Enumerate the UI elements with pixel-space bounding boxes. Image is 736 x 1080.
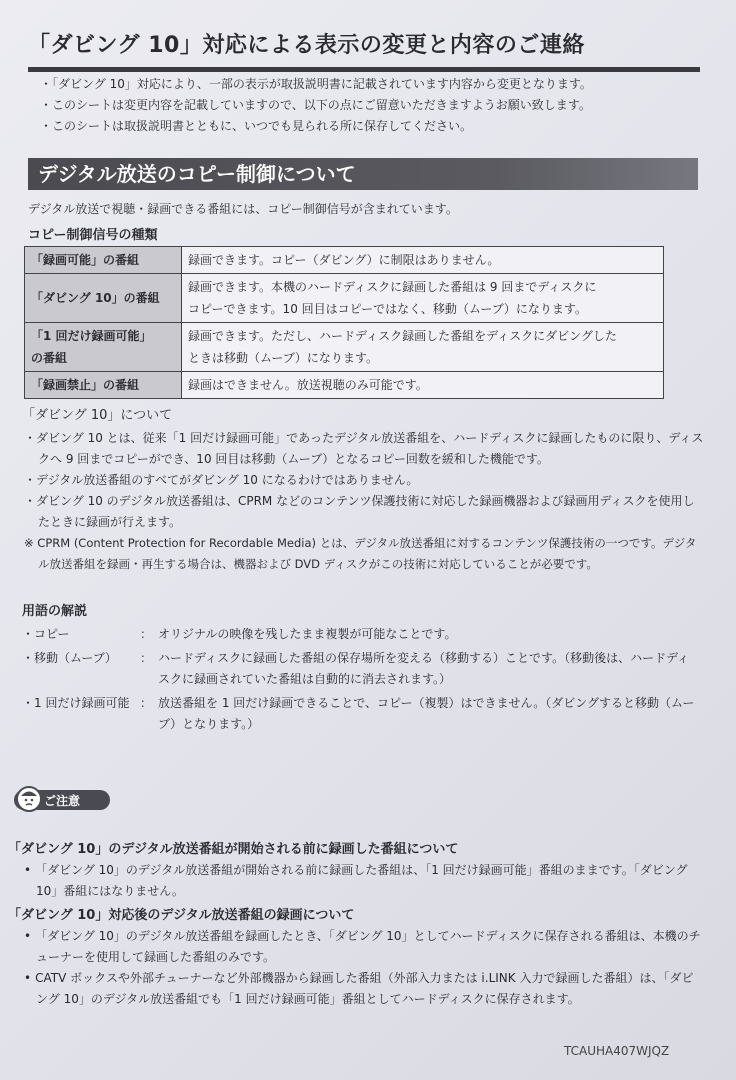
signal-name: 「1 回だけ録画可能」 の番組: [25, 323, 182, 372]
list-item: ・ ダビング 10 とは、従来「1 回だけ録画可能」であったデジタル放送番組を、ハードディスクに録画したものに限り、ディスクへ 9 回までコピーができ、10 回目は移動（ムーブ）となるコピー回数を緩和した機能です。: [24, 428, 704, 470]
signal-desc: 録画できます。コピー（ダビング）に制限はありません。: [182, 247, 664, 274]
signal-name: 「録画可能」の番組: [25, 247, 182, 274]
term-name: ・コピー: [22, 627, 70, 641]
term-row: [22, 693, 698, 735]
list-item: ・ ダビング 10 のデジタル放送番組は、CPRM などのコンテンツ保護技術に対応した録画機器および録画用ディスクを使用したときに録画が行えます。: [24, 491, 704, 533]
intro-item: ・ このシートは変更内容を記載していますので、以下の点にご留意いただきますようお願い致します。: [40, 95, 710, 116]
cprm-note: ※ CPRM (Content Protection for Recordable Media) とは、デジタル放送番組に対するコンテンツ保護技術の一つです。デジタル放送番組を録画・再生する場合は、機器および DVD ディスクがこの技術に対応していることが必要です。: [24, 536, 697, 571]
table-row: [25, 274, 664, 323]
table-row: [25, 323, 664, 372]
list-item: • 「ダビング 10」のデジタル放送番組を録画したとき、「ダビング 10」としてハードディスクに保存される番組は、本機のチューナーを使用して録画した番組のみです。: [24, 926, 704, 968]
table-row: [25, 372, 664, 399]
term-colon: ：: [139, 627, 152, 641]
term-desc: ハードディスクに録画した番組の保存場所を変える（移動する）ことです。（移動後は、ハードディスクに録画されていた番組は自動的に消去されます。）: [158, 651, 690, 686]
intro-item: ・ このシートは取扱説明書とともに、いつでも見られる所に保存してください。: [40, 116, 710, 137]
term-name: ・移動（ムーブ）: [22, 651, 117, 665]
dubbing-list: [24, 428, 704, 533]
caution-face-icon: [16, 786, 42, 812]
list-item: ・ デジタル放送番組のすべてがダビング 10 になるわけではありません。: [24, 470, 704, 491]
terms-heading: 用語の解説: [22, 604, 88, 619]
term-row: [22, 648, 698, 693]
intro-list: [40, 74, 710, 137]
caution-label: ご注意: [44, 793, 81, 808]
term-desc: オリジナルの映像を残したまま複製が可能なことです。: [158, 627, 457, 641]
copy-control-table: [24, 246, 664, 399]
page-title: 「ダビング 10」対応による表示の変更と内容のご連絡: [28, 28, 700, 72]
document-code: TCAUHA407WJQZ: [564, 1044, 670, 1058]
section-intro: デジタル放送で視聴・録画できる番組には、コピー制御信号が含まれています。: [28, 202, 458, 216]
dubbing-heading: 「ダビング 10」について: [22, 408, 173, 423]
signal-name: 「録画禁止」の番組: [25, 372, 182, 399]
caution-badge: [14, 788, 112, 812]
intro-item: ・ 「ダビング 10」対応により、一部の表示が取扱説明書に記載されています内容から変更となります。: [40, 74, 710, 95]
dubbing-section: [24, 428, 704, 575]
signal-desc: 録画できます。ただし、ハードディスク録画した番組をディスクにダビングした ときは移動（ムーブ）になります。: [182, 323, 664, 372]
signal-name: 「ダビング 10」の番組: [25, 274, 182, 323]
caution-list: [24, 860, 704, 902]
caution-list: [24, 926, 704, 1010]
signal-desc: 録画はできません。放送視聴のみ可能です。: [182, 372, 664, 399]
list-item: • 「ダビング 10」のデジタル放送番組が開始される前に録画した番組は、「1 回だけ録画可能」番組のままです。「ダビング 10」番組にはなりません。: [24, 860, 704, 902]
terms-table: [22, 624, 698, 735]
types-heading: コピー制御信号の種類: [28, 228, 158, 243]
table-row: [25, 247, 664, 274]
term-colon: ：: [139, 696, 152, 710]
section-title: デジタル放送のコピー制御について: [28, 158, 698, 190]
term-colon: ：: [139, 651, 152, 665]
term-name: ・1 回だけ録画可能: [22, 696, 130, 710]
caution-heading: 「ダビング 10」のデジタル放送番組が開始される前に録画した番組について: [8, 842, 459, 857]
terms-section: [22, 624, 698, 735]
caution-heading: 「ダビング 10」対応後のデジタル放送番組の録画について: [8, 908, 355, 923]
signal-desc: 録画できます。本機のハードディスクに録画した番組は 9 回までディスクに コピーできます。10 回目はコピーではなく、移動（ムーブ）になります。: [182, 274, 664, 323]
list-item: • CATV ボックスや外部チューナーなど外部機器から録画した番組（外部入力または i.LINK 入力で録画した番組）は、「ダビング 10」のデジタル放送番組でも「1 回だけ録画可能」番組としてハードディスクに保存されます。: [24, 968, 704, 1010]
term-row: [22, 624, 698, 648]
term-desc: 放送番組を 1 回だけ録画できることで、コピー（複製）はできません。（ダビングすると移動（ムーブ）となります。）: [158, 696, 695, 731]
